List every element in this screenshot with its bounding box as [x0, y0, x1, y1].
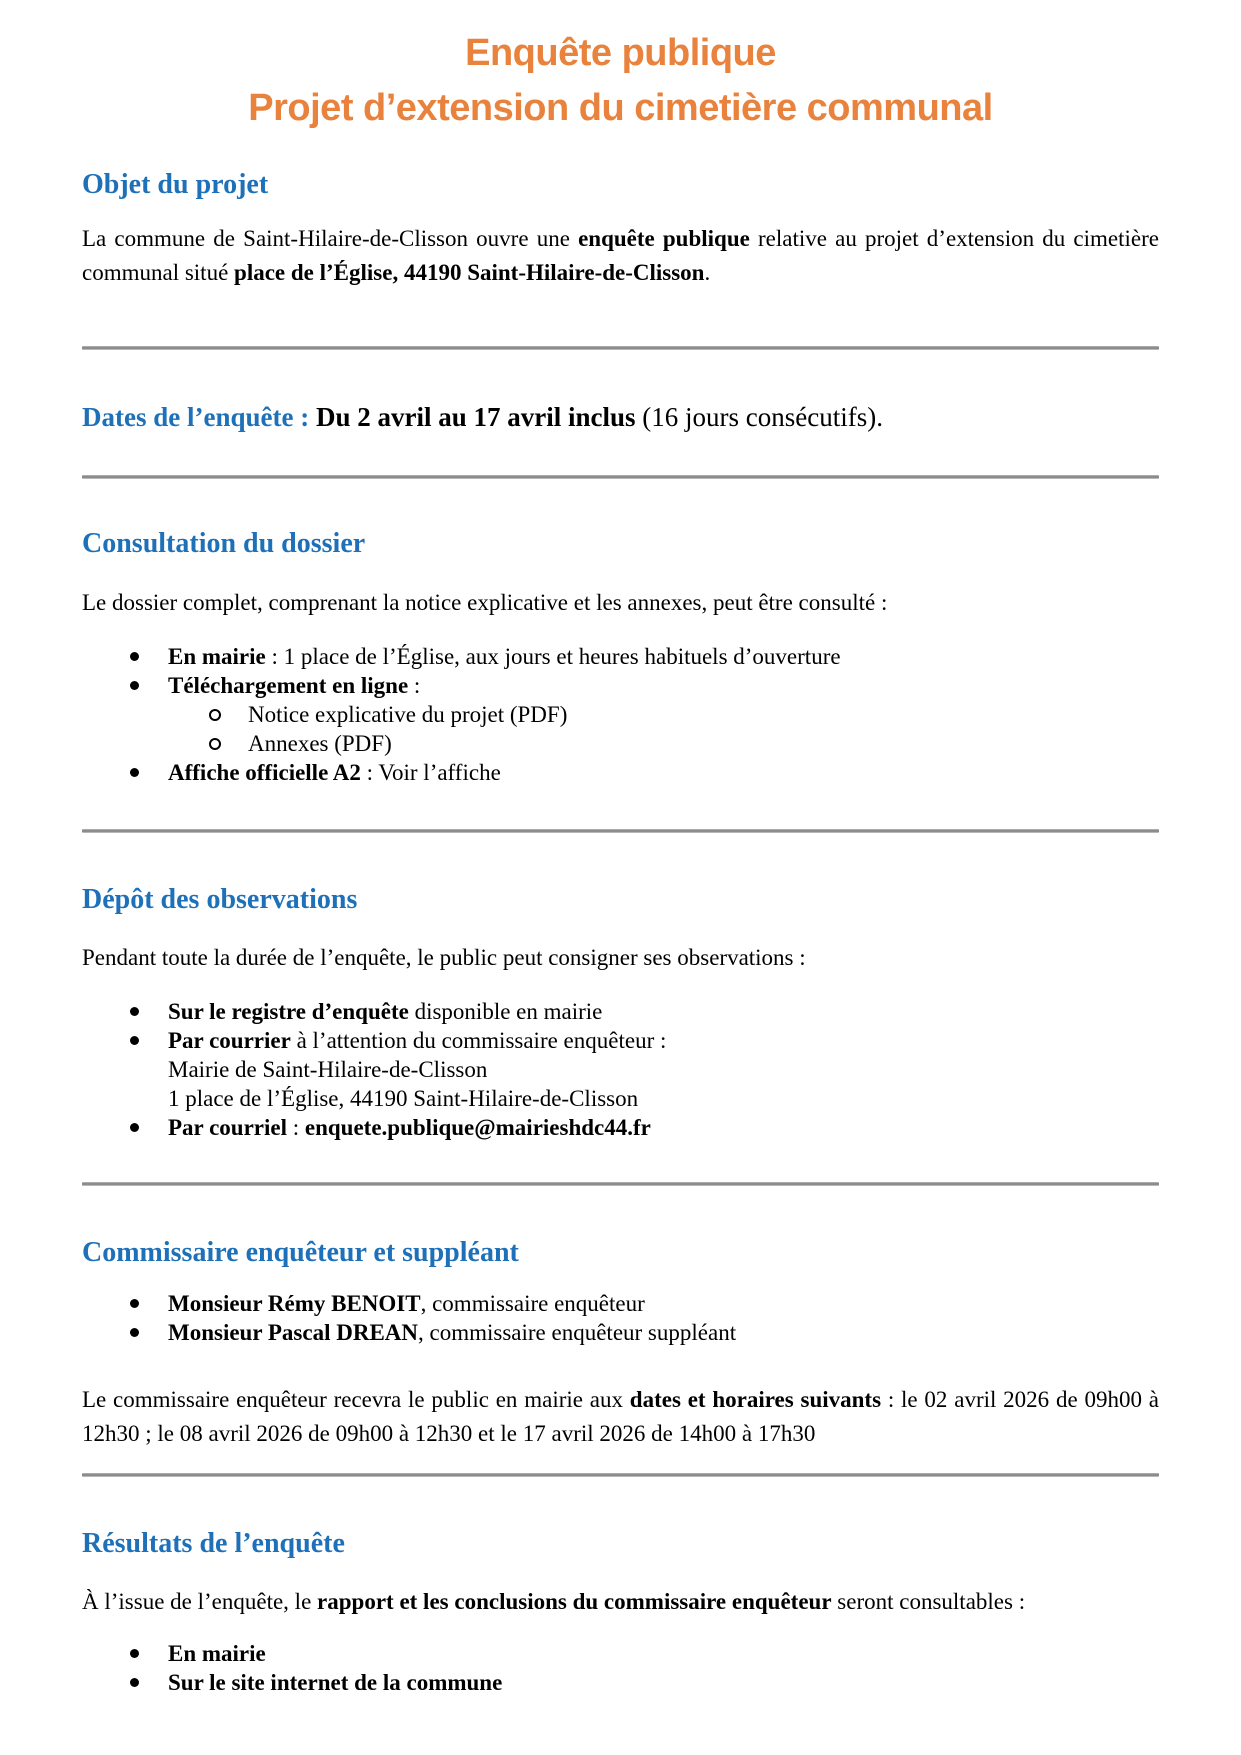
bold-run: rapport et les conclusions du commissaire enquêteur: [317, 1589, 832, 1615]
text-run: relative au projet d’extension du cimetière communal situé: [82, 225, 1159, 285]
dates-line: [82, 400, 1159, 435]
text-run: :: [408, 673, 421, 699]
commissaire-paragraph: [82, 1383, 1159, 1451]
resultats-paragraph: [82, 1585, 1159, 1619]
annexes-pdf-link[interactable]: Annexes (PDF): [248, 731, 392, 757]
text-run: Le commissaire enquêteur recevra le public en mairie aux: [82, 1387, 630, 1413]
commissaire-list: [82, 1289, 1159, 1347]
bold-run: Affiche officielle A2: [168, 760, 361, 786]
consultation-list: [82, 642, 1159, 787]
affiche-link[interactable]: Voir l’affiche: [378, 760, 501, 786]
text-run: :: [287, 1114, 305, 1140]
depot-intro: Pendant toute la durée de l’enquête, le public peut consigner ses observations :: [82, 944, 806, 970]
text-run: , commissaire enquêteur: [420, 1291, 645, 1317]
bold-run: Monsieur Rémy BENOIT: [168, 1291, 421, 1317]
bold-run: Par courrier: [168, 1027, 291, 1053]
list-item: [82, 1668, 1159, 1697]
bullet-icon: [130, 1299, 139, 1308]
sub-list-item: [82, 729, 1159, 758]
resultats-list: [82, 1639, 1159, 1697]
list-item: [82, 758, 1159, 787]
dates-value-rest: (16 jours consécutifs).: [635, 401, 883, 432]
dates-value-bold: Du 2 avril au 17 avril inclus: [315, 401, 636, 432]
section-heading-resultats: Résultats de l’enquête: [82, 1528, 345, 1560]
bullet-icon: [130, 1007, 139, 1016]
section-divider: [82, 475, 1159, 479]
bold-run: Monsieur Pascal DREAN: [168, 1320, 419, 1346]
notice-pdf-link[interactable]: Notice explicative du projet (PDF): [248, 702, 568, 728]
dates-label: Dates de l’enquête :: [82, 401, 316, 432]
bullet-icon: [130, 768, 139, 777]
bullet-icon: [130, 1328, 139, 1337]
address-line: 1 place de l’Église, 44190 Saint-Hilaire-de-Clisson: [168, 1085, 639, 1111]
text-run: La commune de Saint-Hilaire-de-Clisson ouvre une: [82, 225, 579, 251]
sub-list-item: [82, 700, 1159, 729]
bold-run: Téléchargement en ligne: [168, 673, 409, 699]
bold-run: place de l’Église, 44190 Saint-Hilaire-de-Clisson: [234, 259, 705, 285]
section-heading-consultation: Consultation du dossier: [82, 527, 366, 559]
text-run: seront consultables :: [831, 1589, 1026, 1615]
list-item: [82, 671, 1159, 700]
list-item: [82, 1026, 1159, 1113]
list-item: [82, 642, 1159, 671]
text-run: :: [360, 760, 379, 786]
circle-bullet-icon: [209, 738, 221, 750]
section-divider: [82, 1473, 1159, 1477]
bold-run: En mairie: [168, 644, 266, 670]
bold-run: dates et horaires suivants: [629, 1387, 882, 1413]
text-run: , commissaire enquêteur suppléant: [418, 1320, 737, 1346]
text-run: disponible en mairie: [408, 998, 603, 1024]
bullet-icon: [130, 681, 139, 690]
section-heading-objet: Objet du projet: [82, 169, 269, 200]
bullet-icon: [130, 1036, 139, 1045]
list-item: [82, 997, 1159, 1026]
bold-run: Sur le registre d’enquête: [168, 998, 409, 1024]
circle-bullet-icon: [209, 709, 221, 721]
list-item: [82, 1639, 1159, 1668]
bullet-icon: [130, 1123, 139, 1132]
consultation-intro: Le dossier complet, comprenant la notice explicative et les annexes, peut être consulté :: [82, 590, 888, 616]
document-title-line1: Enquête publique: [465, 32, 776, 74]
section-divider: [82, 346, 1159, 350]
document-title: [82, 26, 1159, 136]
depot-list: [82, 997, 1159, 1142]
objet-paragraph: [82, 222, 1159, 290]
document-title-line2: Projet d’extension du cimetière communal: [248, 87, 993, 129]
bold-run: Par courriel: [168, 1114, 287, 1140]
text-run: : le 02 avril 2026 de 09h00 à 12h30 ; le 08 avril 2026 de 09h00 à 12h30 et le 17 avril 2026 de 14h00 à 17h30: [82, 1387, 1159, 1447]
text-run: .: [704, 259, 711, 285]
section-heading-depot: Dépôt des observations: [82, 884, 358, 916]
address-line: Mairie de Saint-Hilaire-de-Clisson: [168, 1056, 488, 1082]
bullet-icon: [130, 1678, 139, 1687]
bold-run: En mairie: [168, 1641, 266, 1667]
bullet-icon: [130, 652, 139, 661]
bold-run: enquête publique: [578, 225, 750, 251]
list-item: [82, 1318, 1159, 1347]
list-item: [82, 1113, 1159, 1142]
text-run: à l’attention du commissaire enquêteur :: [290, 1027, 667, 1053]
section-heading-commissaire: Commissaire enquêteur et suppléant: [82, 1236, 519, 1268]
text-run: : 1 place de l’Église, aux jours et heures habituels d’ouverture: [265, 644, 841, 670]
section-divider: [82, 1182, 1159, 1186]
bold-run: Sur le site internet de la commune: [168, 1670, 503, 1696]
list-item: [82, 1289, 1159, 1318]
email-link[interactable]: enquete.publique@mairieshdc44.fr: [304, 1114, 651, 1140]
text-run: À l’issue de l’enquête, le: [82, 1589, 318, 1615]
section-divider: [82, 829, 1159, 833]
bullet-icon: [130, 1649, 139, 1658]
